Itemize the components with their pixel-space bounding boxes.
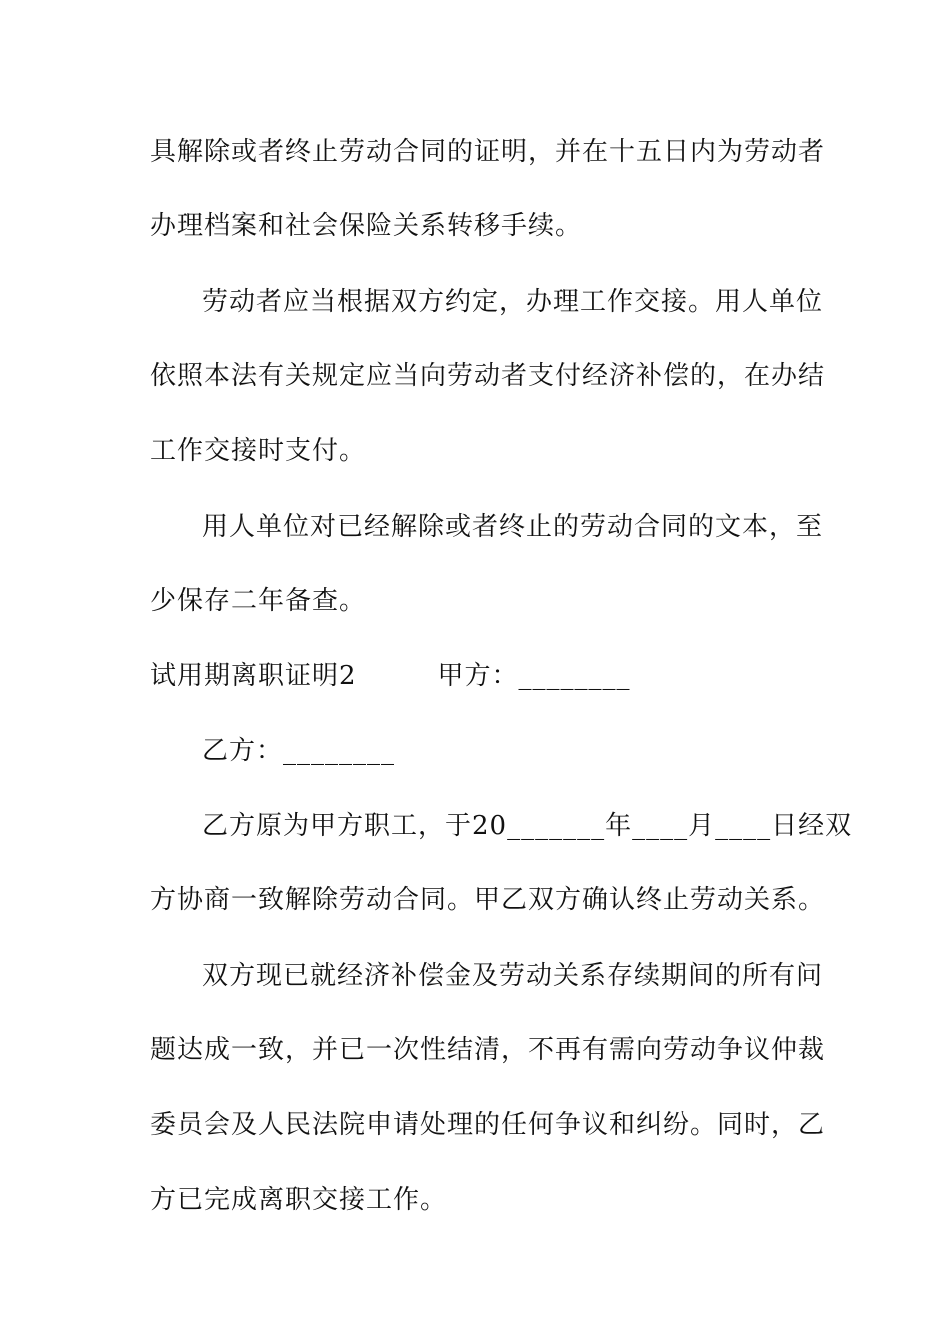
text-line: 具解除或者终止劳动合同的证明，并在十五日内为劳动者 [150,137,826,167]
text-line: 办理档案和社会保险关系转移手续。 [150,211,583,241]
text-line: 委员会及人民法院申请处理的任何争议和纠纷。同时，乙 [150,1110,826,1140]
text-line: 用人单位对已经解除或者终止的劳动合同的文本，至 [202,512,824,542]
text-line: 乙方原为甲方职工，于20_______年____月____日经双 [202,811,853,841]
text-line: 方已完成离职交接工作。 [150,1185,448,1215]
text-line: 依照本法有关规定应当向劳动者支付经济补偿的，在办结 [150,361,826,391]
text-line: 少保存二年备查。 [150,586,367,616]
text-line: 方协商一致解除劳动合同。甲乙双方确认终止劳动关系。 [150,885,826,915]
party-b-line: 乙方：________ [202,736,396,766]
text-line: 双方现已就经济补偿金及劳动关系存续期间的所有问 [202,961,824,991]
text-line: 工作交接时支付。 [150,436,367,466]
text-line: 劳动者应当根据双方约定，办理工作交接。用人单位 [202,287,824,317]
certificate-heading: 试用期离职证明2 甲方：________ [150,661,631,691]
text-line: 题达成一致，并已一次性结清，不再有需向劳动争议仲裁 [150,1035,826,1065]
